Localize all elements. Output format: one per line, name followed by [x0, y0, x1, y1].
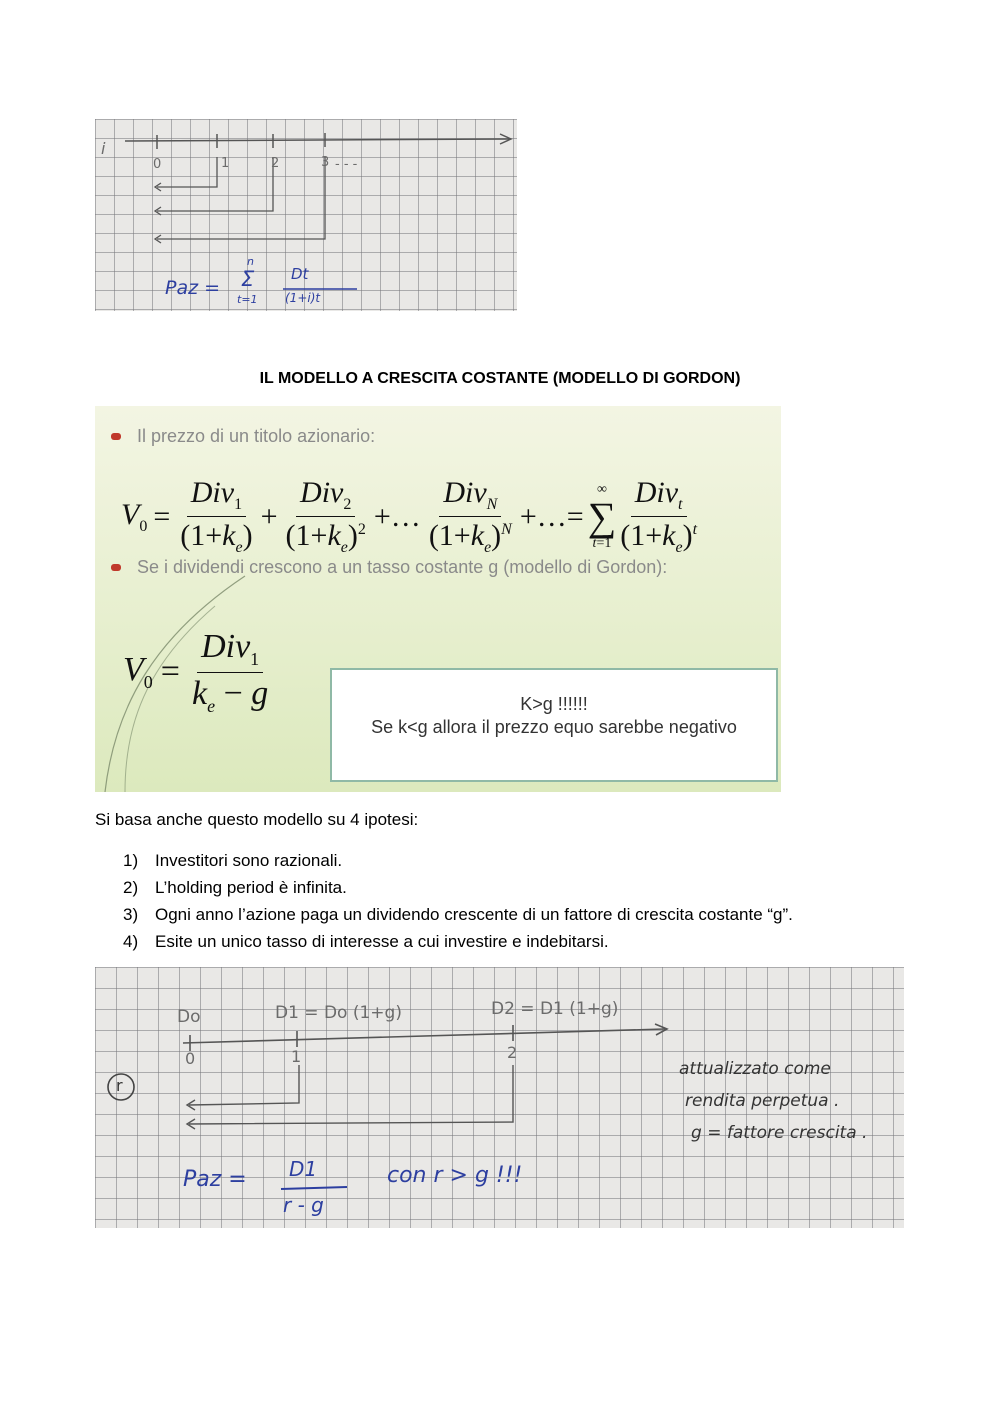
section-title: IL MODELLO A CRESCITA COSTANTE (MODELLO DI GORDON)	[259, 370, 741, 387]
intro-paragraph: Si basa anche questo modello su 4 ipotesi:	[95, 810, 419, 829]
fraction-denominator: r - g	[283, 1193, 324, 1217]
note-line-2: rendita perpetua .	[685, 1091, 840, 1111]
note-line-3: g = fattore crescita .	[691, 1123, 868, 1143]
tick-label-dots: - - -	[335, 157, 358, 172]
formula-lhs: Paz =	[183, 1167, 247, 1192]
label-d2: D2 = D1 (1+g)	[491, 999, 619, 1019]
sum-top: n	[247, 255, 254, 268]
tick-label-1: 1	[291, 1047, 302, 1066]
list-text: Ogni anno l’azione paga un dividendo crescente di un fattore di crescita costante “g”.	[155, 905, 793, 924]
sum-bottom: t=1	[237, 293, 258, 306]
tick-label-1: 1	[221, 156, 230, 171]
bullet-text-gordon: Se i dividendi crescono a un tasso costante g (modello di Gordon):	[137, 557, 668, 577]
list-number: 4)	[123, 932, 139, 951]
hypotheses-list	[95, 847, 1000, 955]
list-item	[123, 847, 1000, 874]
note-line-1: K>g !!!!!!	[520, 694, 588, 714]
list-number: 3)	[123, 905, 139, 924]
bullet-text-price: Il prezzo di un titolo azionario:	[137, 426, 376, 446]
tick-label-3: 3	[321, 155, 330, 170]
note-box	[330, 668, 778, 782]
sum-sign: Σ	[241, 267, 255, 291]
list-number: 1)	[123, 851, 139, 870]
photo-gordon-notes	[95, 967, 904, 1228]
fraction-numerator: Dt	[291, 265, 309, 283]
note-line-2: Se k<g allora il prezzo equo sarebbe negativo	[371, 717, 737, 737]
label-d1: D1 = Do (1+g)	[275, 1003, 402, 1023]
note-line-1: attualizzato come	[679, 1059, 831, 1079]
label-d0: Do	[177, 1007, 201, 1027]
slide-gordon-model	[95, 406, 781, 792]
tick-label-2: 2	[271, 156, 280, 171]
formula-lhs: Paz =	[165, 277, 221, 299]
formula-gordon: $V_0$ = $\frac{Div_1}{k_e - g}$	[123, 628, 269, 716]
list-number: 2)	[123, 878, 139, 897]
list-text: Esite un unico tasso di interesse a cui investire e indebitarsi.	[155, 932, 609, 951]
bullet-marker	[111, 564, 121, 571]
tick-label-0: 0	[185, 1049, 196, 1068]
axis-label: i	[101, 139, 106, 158]
list-text: Investitori sono razionali.	[155, 851, 343, 870]
bullet-marker	[111, 433, 121, 440]
circled-r: r	[116, 1076, 123, 1095]
tick-label-2: 2	[507, 1043, 518, 1062]
list-item	[123, 928, 1000, 955]
list-item	[123, 901, 1000, 928]
photo-timeline-notes	[95, 119, 517, 311]
condition-text: con r > g !!!	[387, 1163, 523, 1188]
v0-symbol: $V_0$	[121, 497, 148, 535]
formula-dividend-discount: $V_0$ = $\frac{Div_1}{(1+k_e)}$ + $\frac{Div_2}{(1+k_e)^2}$ +… $\frac{Div_N}{(1+k_e)^N}$ +…= ∞ ∑ t=1 $\frac{Div_t}{(1+k_e)^t}$	[121, 476, 698, 556]
tick-label-0: 0	[153, 157, 162, 172]
list-text: L’holding period è infinita.	[155, 878, 347, 897]
fraction-denominator: (1+i)t	[285, 291, 321, 305]
fraction-numerator: D1	[289, 1157, 318, 1181]
list-item	[123, 874, 1000, 901]
